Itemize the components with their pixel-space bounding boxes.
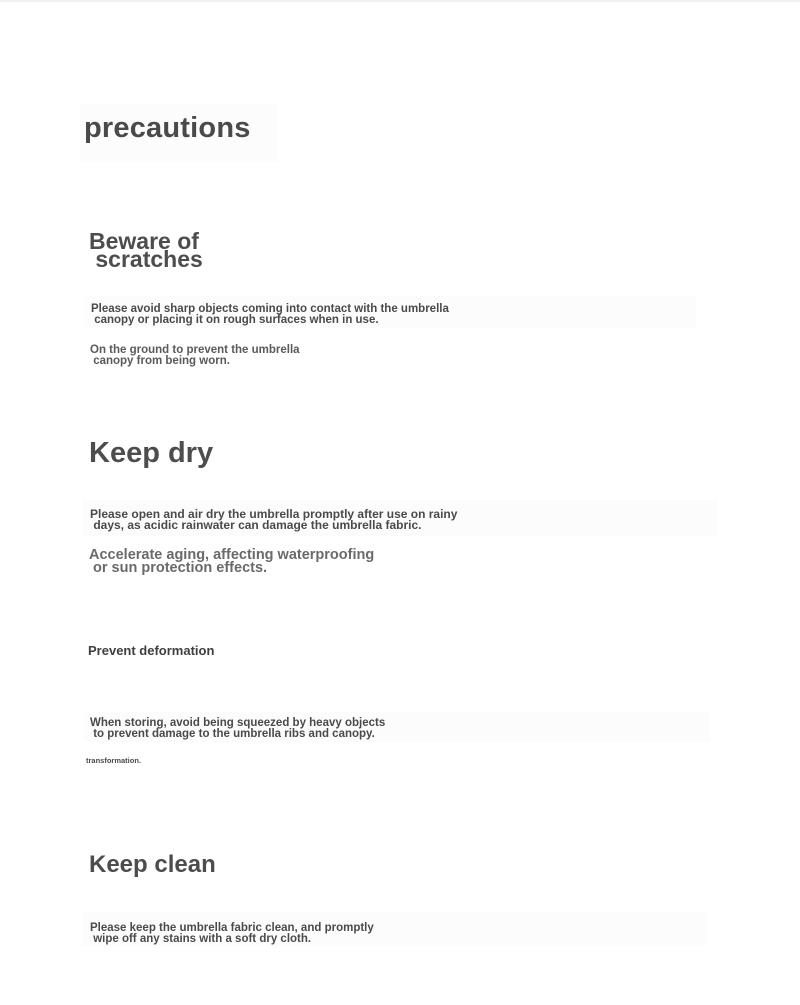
section-paragraph-scratches-1: Please avoid sharp objects coming into contact with the umbrella canopy or placing it on rough surfaces when in use. (91, 303, 449, 326)
section-paragraph-clean-1: Please keep the umbrella fabric clean, and promptly wipe off any stains with a soft dry cloth. (90, 922, 374, 945)
section-heading-keep-clean: Keep clean (89, 851, 216, 878)
section-heading-keep-dry: Keep dry (89, 437, 214, 469)
section-heading-scratches: Beware of scratches (89, 228, 203, 272)
section-paragraph-deformation-2: transformation. (86, 756, 142, 765)
top-divider (0, 0, 800, 2)
section-paragraph-dry-2: Accelerate aging, affecting waterproofing or sun protection effects. (89, 547, 375, 576)
section-paragraph-deformation-1: When storing, avoid being squeezed by heavy objects to prevent damage to the umbrella ribs and canopy. (90, 717, 386, 740)
section-paragraph-scratches-2: On the ground to prevent the umbrella canopy from being worn. (90, 344, 300, 367)
page-title: precautions (84, 112, 251, 144)
section-paragraph-dry-1: Please open and air dry the umbrella promptly after use on rainy days, as acidic rainwater can damage the umbrella fabric. (90, 507, 458, 532)
section-heading-deformation: Prevent deformation (88, 643, 215, 658)
